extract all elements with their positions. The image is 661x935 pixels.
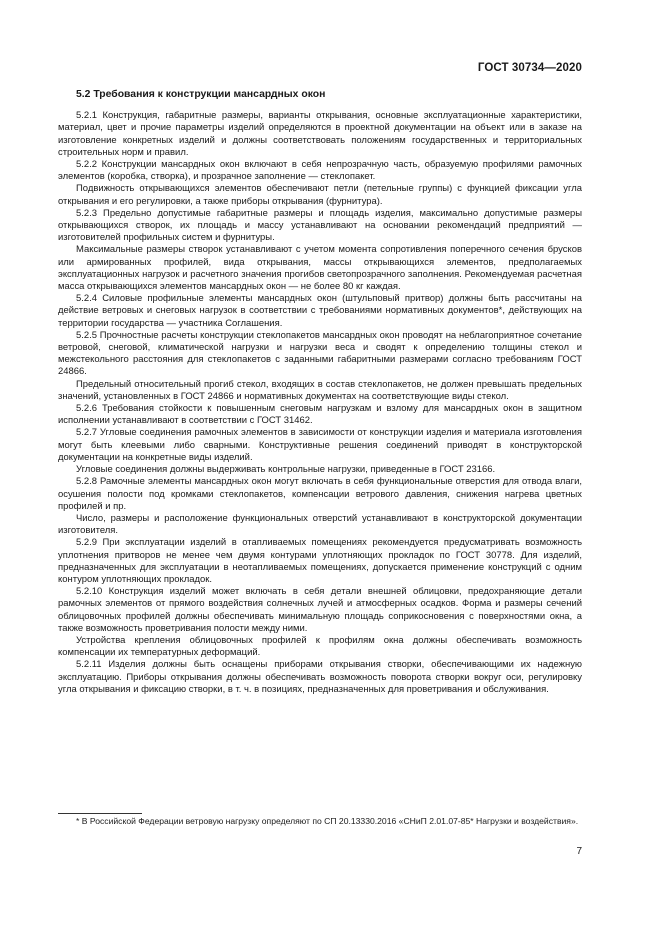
paragraph-5-2-7: 5.2.7 Угловые соединения рамочных элементов в зависимости от конструкции изделия и материала изготовления могут быть клеевыми либо сварными. Конструктивные решения соединений приводят в конструкторской документации на конкретные виды изделий. xyxy=(58,427,582,463)
paragraph-5-2-1: 5.2.1 Конструкция, габаритные размеры, варианты открывания, основные эксплуатационные характеристики, материал, цвет и прочие параметры изделий определяются в проектной документации на объект или в заказе на изготовление конкретных изделий и должны соответствовать положениям государственных и территориальных строительных норм и правил. xyxy=(58,110,582,158)
paragraph-5-2-4: 5.2.4 Силовые профильные элементы мансардных окон (штульповый притвор) должны быть рассчитаны на действие ветровых и снеговых нагрузок в соответствии с требованиями нормативных документов*, действующих на территории государства — участника Соглашения. xyxy=(58,293,582,329)
footnote: * В Российской Федерации ветровую нагрузку определяют по СП 20.13330.2016 «СНиП 2.01.07-85* Нагрузки и воздействия». xyxy=(76,816,579,826)
document-header: ГОСТ 30734—2020 xyxy=(477,62,582,74)
paragraph-5-2-2: 5.2.2 Конструкции мансардных окон включают в себя непрозрачную часть, образуемую профилями рамочных элементов (коробка, створка), и прозрачное заполнение — стеклопакет. xyxy=(58,159,582,183)
paragraph: Угловые соединения должны выдерживать контрольные нагрузки, приведенные в ГОСТ 23166. xyxy=(76,464,496,476)
paragraph-5-2-8: 5.2.8 Рамочные элементы мансардных окон могут включать в себя функциональные отверстия для отвода влаги, осушения полости под кромками стеклопакетов, компенсации ветрового давления, снижения нагрева цветных профилей и пр. xyxy=(58,476,582,512)
paragraph: Предельный относительный прогиб стекол, входящих в состав стеклопакетов, не должен превышать предельных значений, установленных в ГОСТ 24866 и нормативных документах на соответствующие виды стекол. xyxy=(58,378,582,402)
paragraph-5-2-10: 5.2.10 Конструкция изделий может включать в себя детали внешней облицовки, предохраняющие детали рамочных элементов от прямого воздействия солнечных лучей и атмосферных осадков. Форма и размеры сечений облицовочных профилей должны обеспечивать минимальную площадь соприкосновения с поверхностями окна, а также возможность проветривания полости между ними. xyxy=(58,586,582,634)
paragraph-5-2-6: 5.2.6 Требования стойкости к повышенным снеговым нагрузкам и взлому для мансардных окон в защитном исполнении устанавливают в соответствии с ГОСТ 31462. xyxy=(58,403,582,427)
page-number: 7 xyxy=(576,846,582,857)
section-title: 5.2 Требования к конструкции мансардных окон xyxy=(76,89,326,100)
paragraph-5-2-3: 5.2.3 Предельно допустимые габаритные размеры и площадь изделия, максимально допустимые размеры открывающихся створок, их площадь и массу устанавливают на основании рекомендаций предприятий — изготовителей профильных систем и фурнитуры. xyxy=(58,207,582,244)
paragraph: Подвижность открывающихся элементов обеспечивают петли (петельные группы) с функцией фиксации угла открывания и его регулировки, а также приборы открывания (фурнитура). xyxy=(58,183,582,207)
paragraph-5-2-9: 5.2.9 При эксплуатации изделий в отапливаемых помещениях рекомендуется предусматривать возможность уплотнения притворов не менее чем двумя контурами уплотняющих прокладок по ГОСТ 30778. Для изделий, предназначенных для эксплуатации в неотапливаемых помещениях, допускается применение конструкций с одним контуром уплотняющих прокладок. xyxy=(58,537,582,585)
footnote-separator xyxy=(58,813,142,814)
document-body xyxy=(58,89,582,696)
paragraph-5-2-11: 5.2.11 Изделия должны быть оснащены приборами открывания створки, обеспечивающими их надежную эксплуатацию. Приборы открывания должны обеспечивать возможность поворота створки вокруг оси, регулировку угла открывания и фиксацию створки, в т. ч. в позициях, предназначенных для проветривания и обслуживания. xyxy=(58,659,582,695)
paragraph: Максимальные размеры створок устанавливают с учетом момента сопротивления поперечного сечения брусков или армированных профилей, вида открывания, массы открывающихся элементов, предполагаемых эксплуатационных нагрузок и расчетного значения прогибов светопрозрачного заполнения. Рекомендуемая расчетная масса открывающихся элементов мансардных окон — не более 80 кг каждая. xyxy=(58,244,582,293)
paragraph-5-2-5: 5.2.5 Прочностные расчеты конструкции стеклопакетов мансардных окон проводят на неблагоприятное сочетание ветровой, снеговой, климатической нагрузки и нагрузки веса и сводят к определению толщины стекол и межстекольного расстояния для стеклопакетов с заданными габаритными размерами согласно требованиям ГОСТ 24866. xyxy=(58,329,582,378)
paragraph: Устройства крепления облицовочных профилей к профилям окна должны обеспечивать возможность компенсации их температурных деформаций. xyxy=(58,634,582,659)
paragraph: Число, размеры и расположение функциональных отверстий устанавливают в конструкторской документации изготовителя. xyxy=(58,512,582,537)
